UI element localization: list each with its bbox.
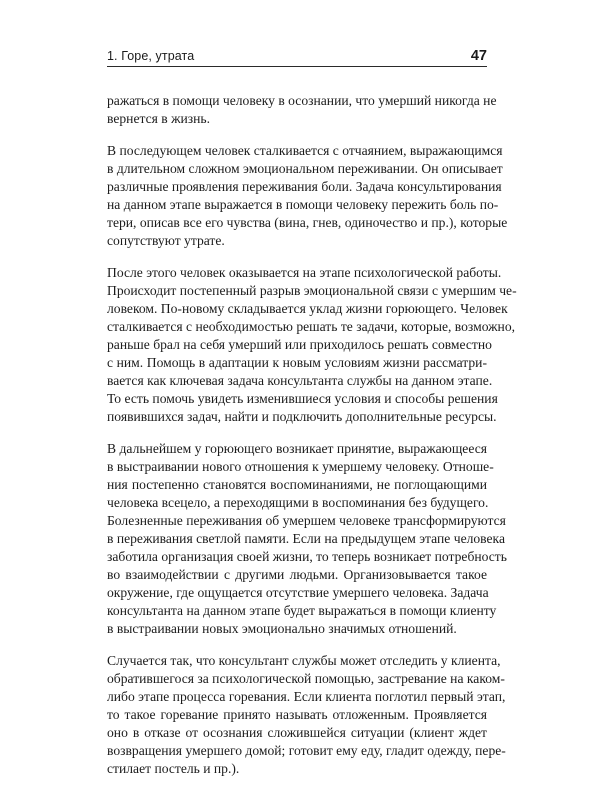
text-line: После этого человек оказывается на этапе психологической работы. (107, 265, 502, 280)
text-line: ловеком. По-новому складывается уклад жизни горюющего. Человек (107, 301, 508, 316)
text-line: раньше брал на себя умерший или приходилось решать совместно (107, 337, 492, 352)
text-line: оно в отказе от осознания сложившейся ситуации (клиент ждет (107, 725, 487, 740)
text-line: в переживания светлой памяти. Если на предыдущем этапе человека (107, 531, 505, 546)
text-line: в длительном сложном эмоциональном переживании. Он описывает (107, 161, 503, 176)
text-line: заботила организация своей жизни, то теперь возникает потребность (107, 549, 507, 564)
text-line: Происходит постепенный разрыв эмоциональной связи с умершим че- (107, 283, 517, 298)
text-line: с ним. Помощь в адаптации к новым условиям жизни рассматри- (107, 355, 487, 370)
text-line: в выстраивании нового отношения к умершему человеку. Отноше- (107, 459, 494, 474)
running-head (107, 43, 487, 67)
text-line: ражаться в помощи человеку в осознании, что умерший никогда не (107, 93, 497, 108)
text-line: вернется в жизнь. (107, 111, 210, 126)
text-line: обратившегося за психологической помощью, застревание на каком- (107, 671, 505, 686)
text-line: в выстраивании новых эмоционально значимых отношений. (107, 621, 457, 636)
text-line: на данном этапе выражается в помощи человеку пережить боль по- (107, 197, 499, 212)
paragraph-2 (107, 142, 508, 250)
text-line: То есть помочь увидеть изменившиеся условия и способы решения (107, 391, 498, 406)
text-line: В дальнейшем у горюющего возникает принятие, выражающееся (107, 441, 487, 456)
page-number: 47 (470, 48, 487, 64)
text-line: вается как ключевая задача консультанта службы на данном этапе. (107, 373, 493, 388)
body-text (107, 92, 517, 792)
text-line: ния постепенно становятся воспоминаниями, не поглощающими (107, 477, 487, 492)
text-line: консультанта на данном этапе будет выражаться в помощи клиенту (107, 603, 497, 618)
text-line: Случается так, что консультант службы может отследить у клиента, (107, 653, 501, 668)
text-line: либо этапе процесса горевания. Если клиента поглотил первый этап, (107, 689, 506, 704)
text-line: различные проявления переживания боли. Задача консультирования (107, 179, 502, 194)
text-line: окружение, где ощущается отсутствие умершего человека. Задача (107, 585, 489, 600)
text-line: возвращения умершего домой; готовит ему еду, гладит одежду, пере- (107, 743, 506, 758)
header-rule (107, 66, 487, 67)
paragraph-4 (107, 440, 507, 638)
paragraph-1 (107, 92, 497, 128)
text-line: во взаимодействии с другими людьми. Организовывается такое (107, 567, 487, 582)
text-line: то такое горевание принято называть отложенным. Проявляется (107, 707, 487, 722)
text-line: Болезненные переживания об умершем человеке трансформируются (107, 513, 506, 528)
text-line: сопутствуют утрате. (107, 233, 225, 248)
text-line: В последующем человек сталкивается с отчаянием, выражающимся (107, 143, 503, 158)
text-line: стилает постель и пр.). (107, 761, 240, 776)
text-line: человека всецело, а переходящими в воспоминания без будущего. (107, 495, 489, 510)
chapter-title: 1. Горе, утрата (107, 49, 195, 63)
paragraph-3 (107, 264, 517, 426)
text-line: тери, описав все его чувства (вина, гнев, одиночество и пр.), которые (107, 215, 508, 230)
text-line: появившихся задач, найти и подключить дополнительные ресурсы. (107, 409, 497, 424)
paragraph-5 (107, 652, 506, 778)
text-line: сталкивается с необходимостью решать те задачи, которые, возможно, (107, 319, 516, 334)
